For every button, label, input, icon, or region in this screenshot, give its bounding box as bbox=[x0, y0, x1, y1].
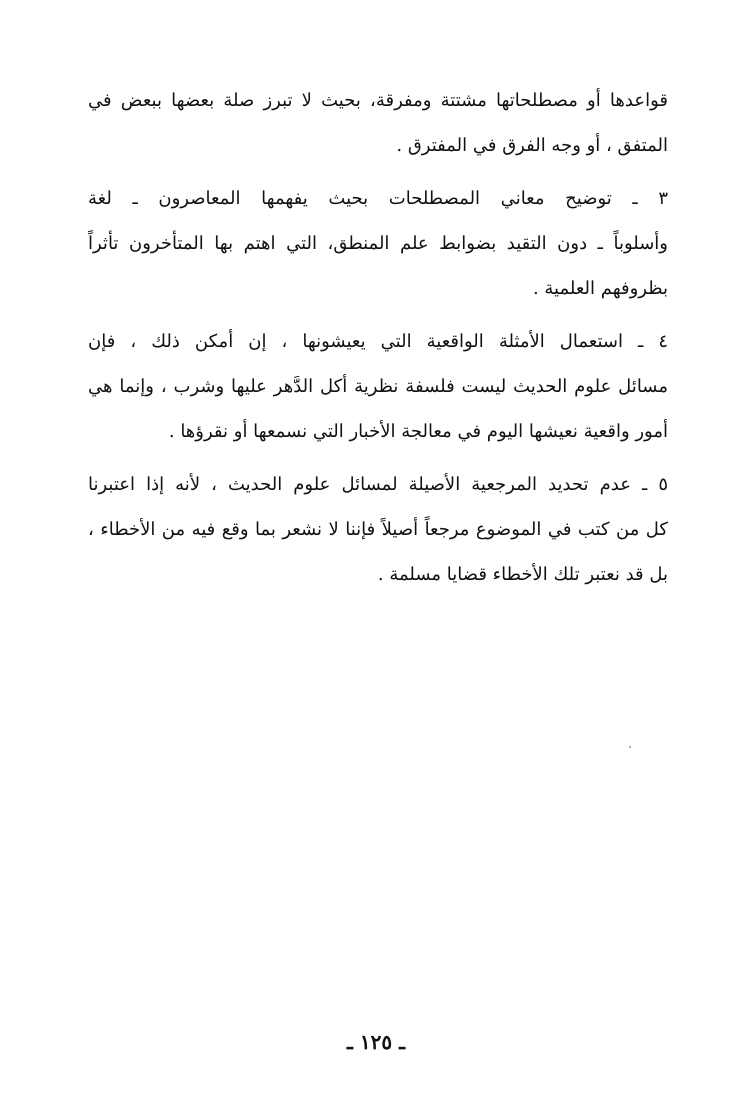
paragraph-line: وأسلوباً ـ دون التقيد بضوابط علم المنطق، التي اهتم بها المتأخرون تأثراً bbox=[88, 233, 668, 254]
paragraph-line: ٥ ـ عدم تحديد المرجعية الأصيلة لمسائل علوم الحديث ، لأنه إذا اعتبرنا bbox=[88, 474, 668, 495]
paragraph-line: بل قد نعتبر تلك الأخطاء قضايا مسلمة . bbox=[377, 564, 668, 585]
paragraph-line: مسائل علوم الحديث ليست فلسفة نظرية أكل الدَّهر عليها وشرب ، وإنما هي bbox=[88, 376, 668, 397]
body-text bbox=[88, 78, 668, 597]
scan-speck bbox=[629, 746, 631, 748]
paragraph-line: المتفق ، أو وجه الفرق في المفترق . bbox=[396, 135, 668, 156]
paragraph-line: ٣ ـ توضيح معاني المصطلحات بحيث يفهمها المعاصرون ـ لغة bbox=[88, 188, 668, 209]
paragraph-4 bbox=[88, 462, 668, 597]
paragraph-line: أمور واقعية نعيشها اليوم في معالجة الأخبار التي نسمعها أو نقرؤها . bbox=[168, 421, 668, 442]
paragraph-2 bbox=[88, 176, 668, 311]
paragraph-3 bbox=[88, 319, 668, 454]
paragraph-1 bbox=[88, 78, 668, 168]
paragraph-line: بظروفهم العلمية . bbox=[532, 278, 668, 299]
paragraph-line: قواعدها أو مصطلحاتها مشتتة ومفرقة، بحيث لا تبرز صلة بعضها ببعض في bbox=[88, 90, 668, 111]
paragraph-line: كل من كتب في الموضوع مرجعاً أصيلاً فإننا لا نشعر بما وقع فيه من الأخطاء ، bbox=[88, 519, 668, 540]
paragraph-line: ٤ ـ استعمال الأمثلة الواقعية التي يعيشونها ، إن أمكن ذلك ، فإن bbox=[88, 331, 668, 352]
page-number: ـ ١٢٥ ـ bbox=[347, 1030, 405, 1054]
